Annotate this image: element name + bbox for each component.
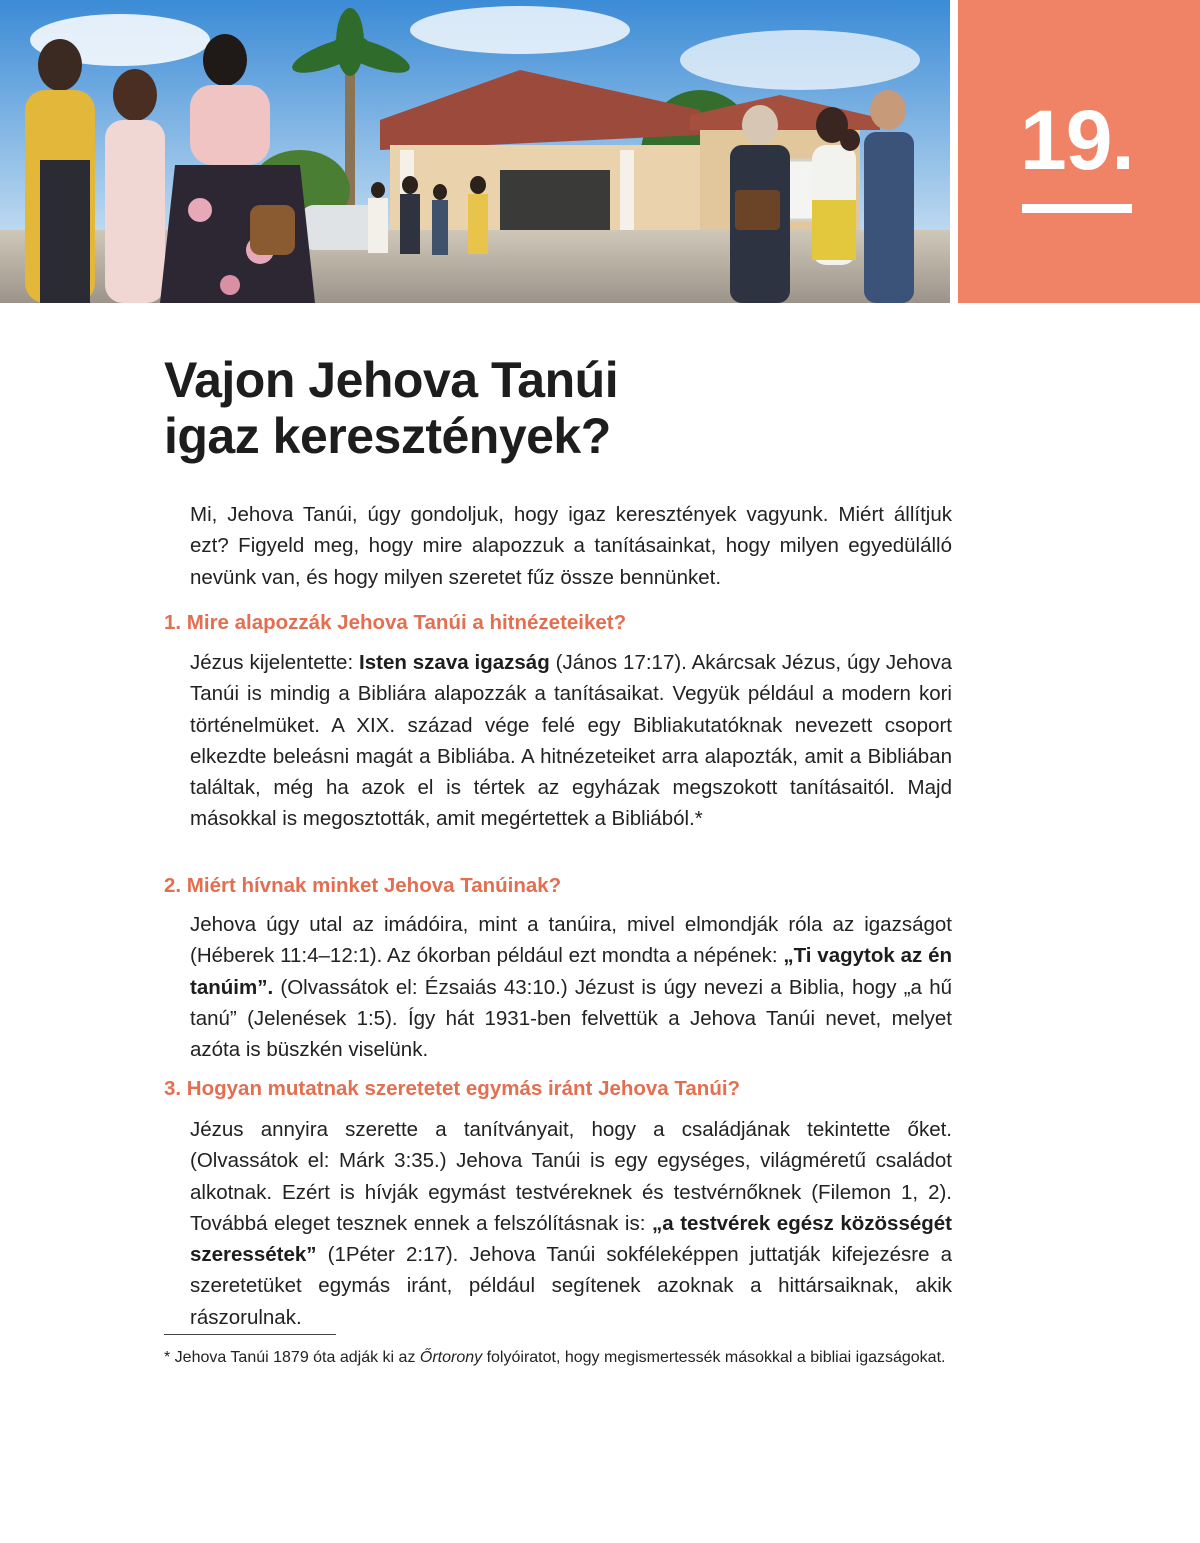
page-title-line-2: igaz keresztények? [164, 408, 611, 464]
kingdom-hall-scene-illustration [0, 0, 950, 303]
lesson-number-underline [1022, 204, 1132, 213]
footnote-text: * Jehova Tanúi 1879 óta adják ki az [164, 1349, 420, 1366]
bold-quote: „a testvérek egész közösségét szeressétek” [190, 1211, 952, 1267]
question-heading-1: 1. Mire alapozzák Jehova Tanúi a hitnézeteiket? [164, 611, 627, 634]
footnote-text: folyóiratot, hogy megismertessék másokkal a bibliai igazságokat. [482, 1349, 946, 1366]
cloud [680, 30, 920, 90]
intro-paragraph: Mi, Jehova Tanúi, úgy gondoljuk, hogy igaz keresztények vagyunk. Miért állítjuk ezt? Figyeld meg, hogy mire alapozzuk a tanításainkat, hogy milyen egyedülálló nevünk van, és hogy milyen szeretet fűz össze bennünket. [190, 503, 952, 589]
answer-text: (Olvassátok el: Ézsaiás 43:10.) Jézust is úgy nevezi a Biblia, hogy „a hű tanú” (Jelenések 1:5). Így hát 1931-ben felvettük a Jehova Tanúi nevet, melyet azóta is büszkén viselünk. [190, 975, 952, 1062]
answer-text: Jézus annyira szerette a tanítványait, hogy a családjának tekintette őket. (Olvassátok el: Márk 3:35.) Jehova Tanúi is egy egységes, világméretű családot alkotnak. Ezért is hívják egymást testvéreknek és testvérnőknek (Filemon 1, 2). Továbbá eleget tesznek ennek a felszólításnak is: [190, 1118, 952, 1235]
answer-text: Jehova úgy utal az imádóira, mint a tanúira, mivel elmondják róla az igazságot (Héberek 11:4–12:1). Az ókorban például ezt mondta a népének: [190, 913, 952, 968]
lesson-number-block [958, 0, 1200, 303]
answer-text: Jézus kijelentette: [190, 651, 360, 674]
page-title [164, 352, 618, 464]
footnote [164, 1346, 954, 1369]
answer-paragraph-1 [190, 647, 952, 835]
question-heading-2: 2. Miért hívnak minket Jehova Tanúinak? [164, 874, 562, 897]
question-heading-3: 3. Hogyan mutatnak szeretetet egymás iránt Jehova Tanúi? [164, 1077, 741, 1100]
answer-text: (1Péter 2:17). Jehova Tanúi sokféleképpen juttatják kifejezésre a szeretetüket egymás iránt, például segítenek azoknak a hittársaiknak, akik rászorulnak. [190, 1243, 952, 1329]
footnote-italic-title: Őrtorony [419, 1349, 483, 1366]
footnote-divider [164, 1334, 336, 1335]
answer-text: (János 17:17). Akárcsak Jézus, úgy Jehova Tanúi is mindig a Bibliára alapozzák a tanításaikat. Vegyük például a modern kori történelmüket. A XIX. század vége felé egy Bibliakutatóknak nevezett csoport elkezdte beleásni magát a Bibliába. A hitnézeteiket arra alapozták, amit a Bibliában találtak, még ha azok el is tértek az egyházak megszokott tanításaitól. Majd másokkal is megosztották, amit megértettek a Bibliából.* [190, 651, 952, 831]
header-photo [0, 0, 950, 303]
answer-paragraph-2 [190, 909, 952, 1065]
cloud [410, 6, 630, 54]
bold-quote: Isten szava igazság [359, 651, 550, 674]
lesson-number: 19. [1020, 93, 1134, 187]
bold-quote: „Ti vagytok az én tanúim”. [190, 944, 952, 999]
page-title-line-1: Vajon Jehova Tanúi [164, 352, 619, 408]
answer-paragraph-3 [190, 1114, 952, 1333]
